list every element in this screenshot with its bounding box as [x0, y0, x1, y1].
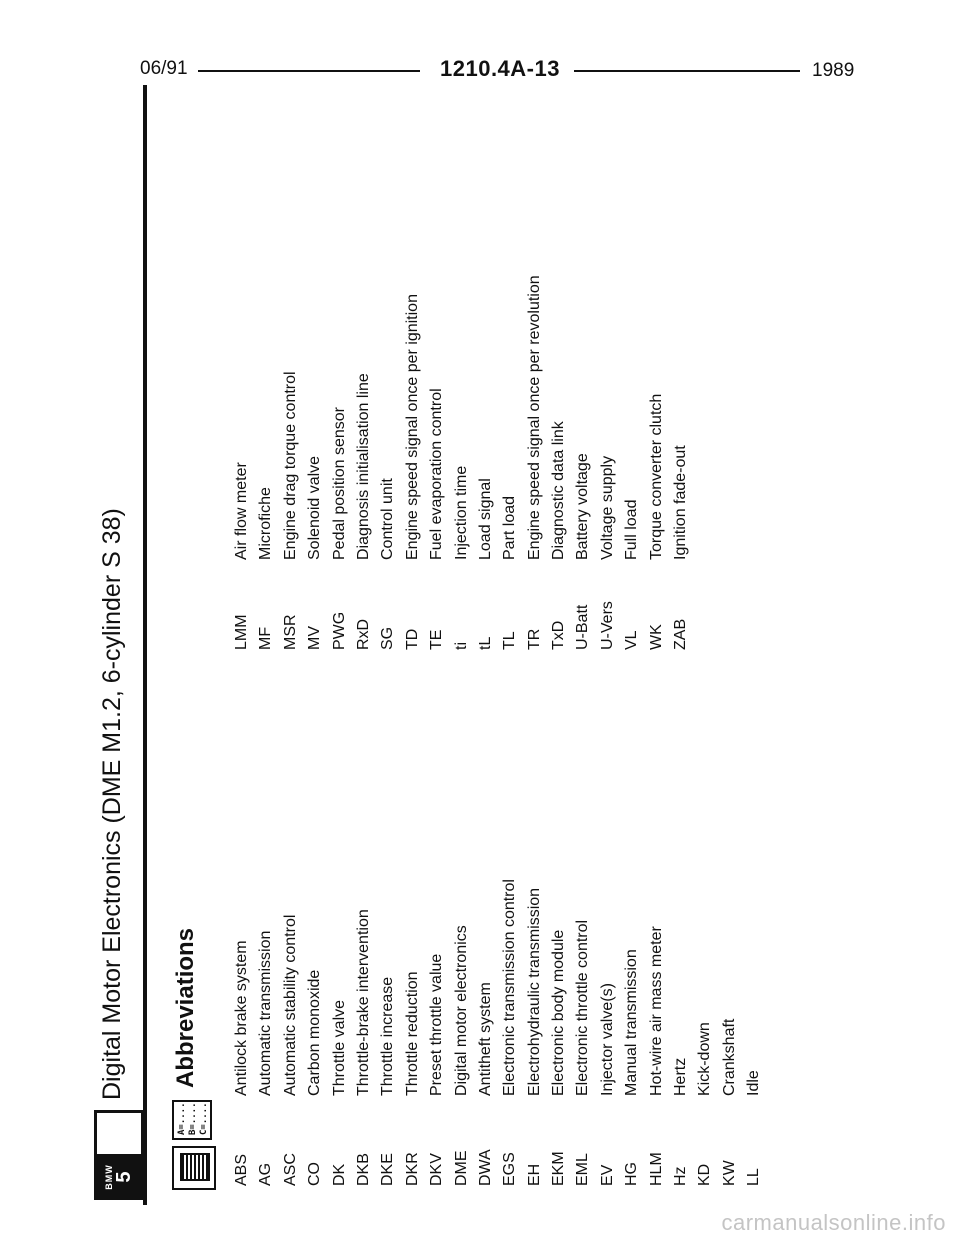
abbreviation-term: TD: [403, 628, 421, 650]
abbreviation-description: Microfiche: [257, 487, 275, 560]
abbreviation-description: Manual transmission: [623, 949, 641, 1096]
abc-line-b: B=....: [188, 1102, 198, 1135]
abbreviation-term: AG: [257, 1162, 275, 1186]
abbreviation-term: DKE: [379, 1153, 397, 1186]
abbreviation-description: Control unit: [379, 478, 397, 560]
abbreviation-term: DKB: [354, 1153, 372, 1186]
abbreviation-term: RxD: [354, 618, 372, 650]
abbreviation-description: Automatic transmission: [257, 930, 275, 1096]
abbreviation-description: Load signal: [476, 478, 494, 560]
abbreviation-term: WK: [647, 624, 665, 650]
abbreviation-term: TR: [525, 628, 543, 650]
abbreviation-description: Fuel evaporation control: [428, 388, 446, 560]
abbreviation-column-right: [230, 601, 693, 650]
abbreviation-description: Crankshaft: [720, 1018, 738, 1096]
abbreviation-description: Full load: [623, 499, 641, 560]
abbreviation-description: Kick-down: [696, 1022, 714, 1096]
abbreviation-description: Idle: [745, 1070, 763, 1096]
abbreviation-description: Antilock brake system: [233, 940, 250, 1096]
abbreviation-column-left: [230, 1149, 767, 1186]
abbreviation-term: KW: [720, 1160, 738, 1186]
abbreviation-term: DWA: [476, 1149, 494, 1186]
abbreviation-term: ASC: [281, 1153, 299, 1186]
bmw-series-logo: [94, 1110, 144, 1200]
header-rule-left: [198, 70, 420, 72]
logo-badge: [97, 1157, 141, 1197]
abbreviation-term: VL: [623, 630, 641, 650]
abc-line-c: C=....: [199, 1102, 209, 1135]
abbreviation-term: SG: [379, 626, 397, 650]
abbreviation-term: PWG: [330, 611, 348, 650]
abbreviation-term: CO: [306, 1162, 324, 1186]
abbreviation-term: DKV: [428, 1153, 446, 1186]
page-title: Digital Motor Electronics (DME M1.2, 6-cylinder S 38): [98, 508, 126, 1100]
abbreviation-description: Diagnosis initialisation line: [354, 373, 372, 560]
abbreviation-term: MV: [306, 626, 324, 650]
abbreviation-term: DME: [452, 1150, 470, 1186]
abbreviation-term: EGS: [501, 1152, 519, 1186]
abbreviation-term: tL: [476, 636, 494, 650]
abbreviation-term: Hz: [672, 1166, 690, 1186]
abbreviation-term: EKM: [550, 1151, 568, 1186]
header-year: 1989: [812, 60, 855, 81]
abbreviation-description: Battery voltage: [574, 453, 592, 560]
abbreviation-term: ti: [452, 642, 470, 650]
abbreviation-term: LMM: [233, 614, 250, 650]
abbreviation-description: Air flow meter: [233, 462, 250, 560]
description-column-right: [230, 275, 693, 560]
manual-icon-pages: [180, 1153, 210, 1181]
abbreviation-description: Preset throttle value: [428, 953, 446, 1096]
abbreviation-description: Carbon monoxide: [306, 969, 324, 1096]
abbreviation-description: Throttle increase: [379, 976, 397, 1096]
abbreviation-term: EV: [598, 1164, 616, 1186]
abbreviation-description: Ignition fade-out: [672, 445, 690, 560]
abbreviation-term: TxD: [550, 620, 568, 650]
abbreviation-description: Engine speed signal once per revolution: [525, 275, 543, 560]
abbreviation-description: Electronic body module: [550, 929, 568, 1096]
abbreviation-description: Injection time: [452, 465, 470, 560]
abbreviation-term: MF: [257, 626, 275, 650]
abbreviation-description: Throttle valve: [330, 999, 348, 1096]
abbreviation-term: U-Batt: [574, 604, 592, 650]
abbreviation-term: U-Vers: [598, 601, 616, 650]
abbreviation-description: Engine drag torque control: [281, 371, 299, 560]
watermark: carmanualsonline.info: [721, 1210, 946, 1235]
abbreviation-description: Torque converter clutch: [647, 393, 665, 560]
abbreviation-term: DK: [330, 1163, 348, 1186]
abbreviation-description: Electrohydraulic transmission: [525, 887, 543, 1096]
abbreviation-term: LL: [745, 1168, 763, 1186]
abbreviation-description: Digital motor electronics: [452, 925, 470, 1096]
abbreviation-description: Injector valve(s): [598, 983, 616, 1096]
abbreviation-description: Hertz: [672, 1057, 690, 1096]
abbreviation-term: MSR: [281, 614, 299, 650]
abbreviation-term: TE: [428, 629, 446, 650]
abbreviation-term: HG: [623, 1162, 641, 1186]
abc-line-a: A=....: [177, 1102, 187, 1135]
rotated-page-content: [80, 90, 780, 1200]
abbreviation-term: TL: [501, 631, 519, 650]
abbreviation-description: Electronic throttle control: [574, 919, 592, 1096]
abbreviation-description: Electronic transmission control: [501, 879, 519, 1096]
abbreviation-description: Hot-wire air mass meter: [647, 926, 665, 1096]
abbreviation-description: Throttle reduction: [403, 971, 421, 1096]
abbreviation-term: DKR: [403, 1152, 421, 1186]
abbreviation-list-icon: [172, 1100, 212, 1140]
abbreviation-description: Engine speed signal once per ignition: [403, 294, 421, 560]
description-column-left: [230, 879, 767, 1096]
manual-icon: [172, 1146, 216, 1190]
logo-empty-box: [97, 1113, 141, 1157]
abbreviation-description: Throttle-brake intervention: [354, 909, 372, 1096]
abbreviation-description: Voltage supply: [598, 455, 616, 560]
header-rule-right: [574, 70, 800, 72]
abbreviation-description: Automatic stability control: [281, 914, 299, 1096]
section-heading: Abbreviations: [172, 927, 199, 1088]
abbreviation-term: KD: [696, 1163, 714, 1186]
abbreviation-description: Diagnostic data link: [550, 421, 568, 560]
abbreviation-term: ABS: [233, 1153, 250, 1186]
abbreviation-description: Pedal position sensor: [330, 407, 348, 560]
header-date: 06/91: [140, 58, 188, 79]
abbreviation-term: EH: [525, 1163, 543, 1186]
abbreviation-description: Antitheft system: [476, 982, 494, 1096]
abbreviation-term: HLM: [647, 1152, 665, 1186]
abbreviation-term: ZAB: [672, 618, 690, 650]
page-header: [0, 58, 960, 88]
logo-brand: BMW: [104, 1164, 114, 1190]
header-document-code: 1210.4A-13: [440, 56, 560, 81]
abbreviation-description: Part load: [501, 495, 519, 560]
abbreviation-term: EML: [574, 1153, 592, 1186]
logo-series: 5: [113, 1171, 135, 1183]
abbreviation-description: Solenoid valve: [306, 455, 324, 560]
